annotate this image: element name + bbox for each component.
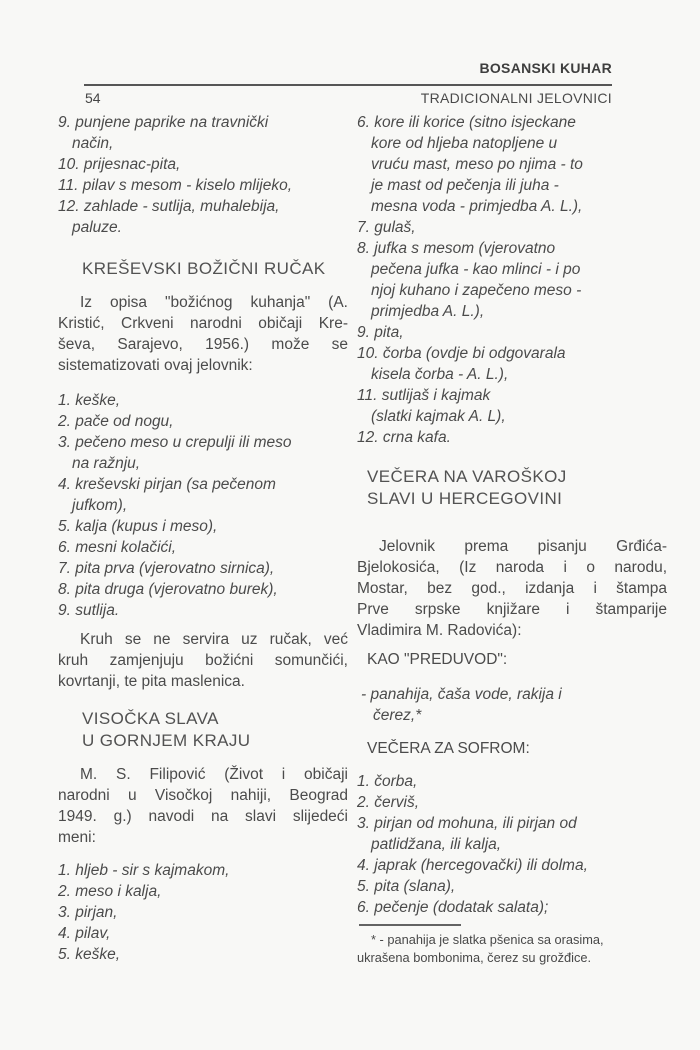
menu-item: 2. červiš, bbox=[357, 794, 420, 811]
menu-item: 6. mesni kolačići, bbox=[58, 539, 177, 556]
header-rule bbox=[84, 84, 612, 86]
menu-item: 8. jufka s mesom (vjerovatno pečena jufka - kao mlinci - i po njoj kuhano i zapečeno meso - primjedba A. L.), bbox=[357, 240, 582, 320]
menu-item: 4. japrak (hercegovački) ili dolma, bbox=[357, 857, 588, 874]
menu-item: 6. pečenje (dodatak salata); bbox=[357, 899, 549, 916]
paragraph: M. S. Filipović (Život i običaji narodni u Visočkoj nahiji, Beograd 1949. g.) navodi na slavi slijedeći meni: bbox=[58, 766, 348, 846]
menu-item: 3. pečeno meso u crepulji ili meso na ražnju, bbox=[58, 434, 292, 472]
column-left bbox=[58, 112, 348, 965]
menu-item: 1. keške, bbox=[58, 392, 121, 409]
paragraph: Kruh se ne servira uz ručak, već kruh zamjenjuju božićni somunčići, kovrtanji, te pita maslenica. bbox=[58, 631, 348, 690]
menu-item: 5. kalja (kupus i meso), bbox=[58, 518, 218, 535]
menu-item: 4. pilav, bbox=[58, 925, 111, 942]
section-heading: VEČERA NA VAROŠKOJ SLAVI U HERCEGOVINI bbox=[367, 467, 567, 508]
menu-item: 12. crna kafa. bbox=[357, 429, 451, 446]
section-heading: KREŠEVSKI BOŽIČNI RUČAK bbox=[82, 259, 326, 278]
menu-item: 2. pače od nogu, bbox=[58, 413, 174, 430]
menu-item: 1. hljeb - sir s kajmakom, bbox=[58, 862, 230, 879]
menu-item: 8. pita druga (vjerovatno burek), bbox=[58, 581, 278, 598]
menu-item: 11. pilav s mesom - kiselo mlijeko, bbox=[58, 177, 293, 194]
header-book-title: BOSANSKI KUHAR bbox=[479, 60, 612, 76]
menu-item: 10. prijesnac-pita, bbox=[58, 156, 181, 173]
menu-item: 5. pita (slana), bbox=[357, 878, 456, 895]
course-label: VEČERA ZA SOFROM: bbox=[367, 740, 530, 757]
paragraph: Iz opisa "božićnog kuhanja" (A. Kristić, Crkveni narodni običaji Kre- ševa, Sarajevo, 1956.) može se sistematizovati ovaj jelovnik: bbox=[58, 294, 348, 374]
menu-item: 9. punjene paprike na travnički način, bbox=[58, 114, 269, 152]
menu-list bbox=[58, 860, 348, 965]
menu-item: 9. sutlija. bbox=[58, 602, 120, 619]
menu-item: 6. kore ili korice (sitno isjeckane kore od hljeba natopljene u vruću mast, meso po njima - to je mast od pečenja ili juha - mesna voda - primjedba A. L.), bbox=[357, 114, 583, 215]
footnote-divider bbox=[359, 924, 461, 926]
footnote: * - panahija je slatka pšenica sa orasima, ukrašena bombonima, čerez su grožđice. bbox=[357, 932, 604, 965]
menu-item: 3. pirjan, bbox=[58, 904, 118, 921]
column-right bbox=[357, 112, 667, 967]
menu-item: 10. čorba (ovdje bi odgovarala kisela čorba - A. L.), bbox=[357, 345, 566, 383]
header-section-title: TRADICIONALNI JELOVNICI bbox=[420, 90, 612, 106]
page-number: 54 bbox=[85, 90, 101, 106]
menu-list bbox=[357, 771, 667, 918]
menu-item: 7. pita prva (vjerovatno sirnica), bbox=[58, 560, 275, 577]
menu-item: 4. kreševski pirjan (sa pečenom jufkom), bbox=[58, 476, 276, 514]
menu-list-continued bbox=[357, 112, 667, 448]
section-heading: VISOČKA SLAVA U GORNJEM KRAJU bbox=[82, 709, 251, 750]
menu-item: 11. sutlijaš i kajmak (slatki kajmak A. L), bbox=[357, 387, 506, 425]
menu-item: 9. pita, bbox=[357, 324, 404, 341]
menu-item: 1. čorba, bbox=[357, 773, 418, 790]
menu-item: 5. keške, bbox=[58, 946, 121, 963]
menu-list bbox=[58, 390, 348, 621]
menu-list-continued bbox=[58, 112, 348, 238]
menu-item: 3. pirjan od mohuna, ili pirjan od patlidžana, ili kalja, bbox=[357, 815, 577, 853]
course-label: KAO "PREDUVOD": bbox=[367, 651, 508, 668]
menu-item: - panahija, čaša vode, rakija i čerez,* bbox=[361, 686, 562, 724]
menu-item: 12. zahlade - sutlija, muhalebija, paluze. bbox=[58, 198, 280, 236]
paragraph: Jelovnik prema pisanju Grđića- Bjelokosića, (Iz naroda i o narodu, Mostar, bez god., izdanja i štampa Prve srpske knjižare i štamparije Vladimira M. Radovića): bbox=[357, 538, 667, 639]
menu-item: 2. meso i kalja, bbox=[58, 883, 162, 900]
menu-item: 7. gulaš, bbox=[357, 219, 416, 236]
